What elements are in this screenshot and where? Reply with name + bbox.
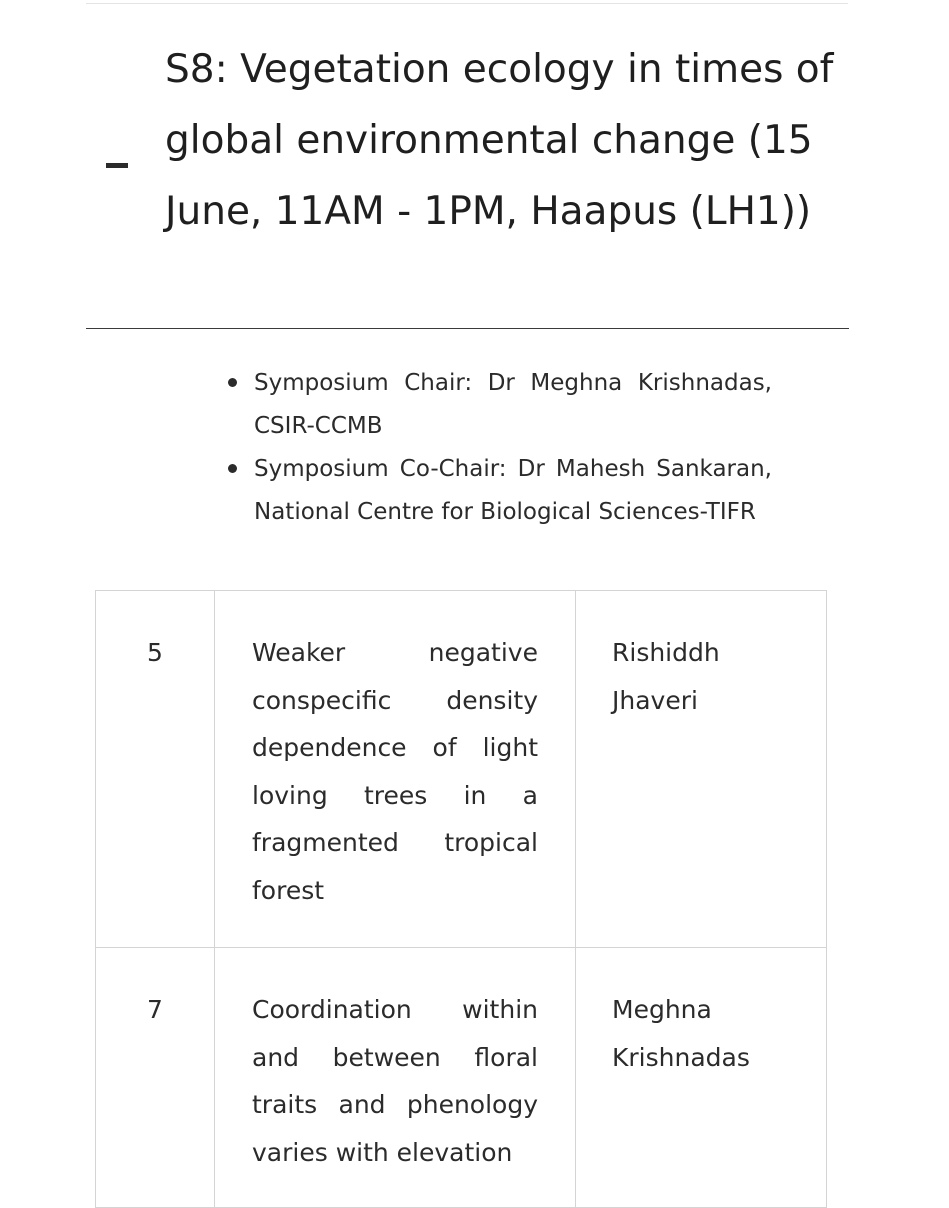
session-title: S8: Vegetation ecology in times of global environmental change (15 June, 11AM - 1PM, Haapus (LH1))	[165, 47, 834, 234]
session-accordion-header[interactable]	[86, 4, 849, 329]
talks-table	[95, 590, 827, 1208]
collapse-minus-icon[interactable]	[106, 163, 128, 168]
symposium-chairs-list	[226, 362, 772, 534]
table-row	[96, 591, 827, 948]
talk-number: 5	[96, 591, 215, 948]
talk-number: 7	[96, 948, 215, 1208]
symposium-co-chair: Symposium Co-Chair: Dr Mahesh Sankaran, National Centre for Biological Sciences-TIFR	[226, 448, 772, 534]
talk-presenter: Rishiddh Jhaveri	[576, 591, 827, 948]
symposium-chair: Symposium Chair: Dr Meghna Krishnadas, CSIR-CCMB	[226, 362, 772, 448]
table-row	[96, 948, 827, 1208]
talk-title: Weaker negative conspecific density dependence of light loving trees in a fragmented tropical forest	[215, 591, 576, 948]
talk-title: Coordination within and between floral traits and phenology varies with elevation	[215, 948, 576, 1208]
talk-presenter: Meghna Krishnadas	[576, 948, 827, 1208]
